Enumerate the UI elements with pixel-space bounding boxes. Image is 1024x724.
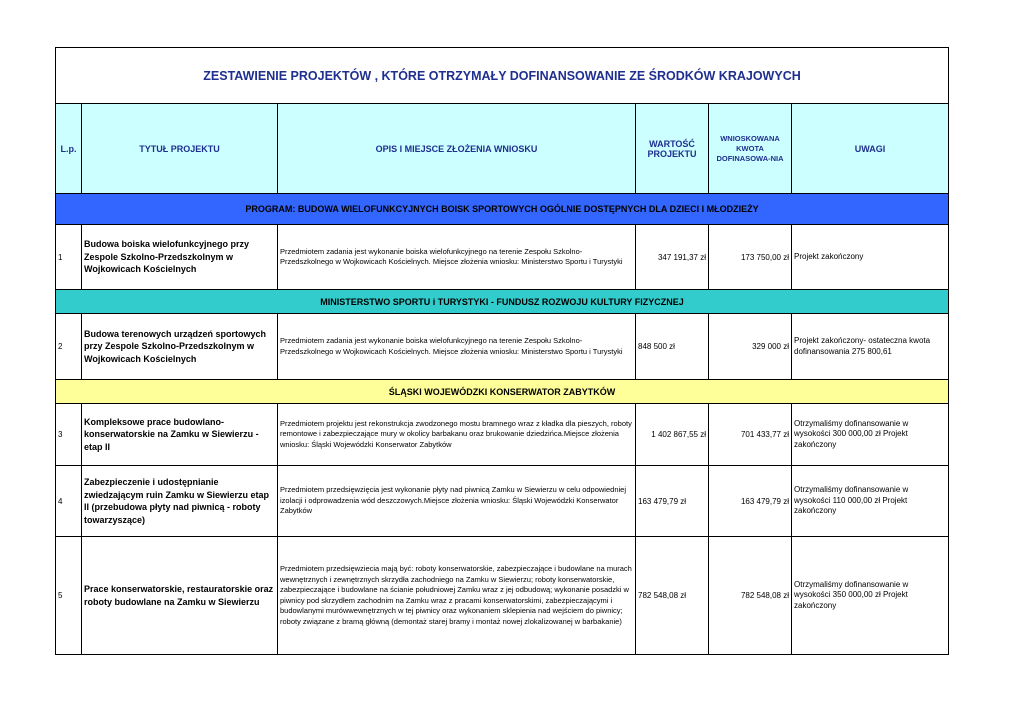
- row-requested: 329 000 zł: [709, 314, 792, 380]
- header-row: [56, 104, 949, 194]
- header-value: WARTOŚĆ PROJEKTU: [636, 104, 709, 194]
- row-requested: 163 479,79 zł: [709, 466, 792, 537]
- row-notes: Projekt zakończony: [792, 225, 949, 290]
- row-description: Przedmiotem zadania jest wykonanie boiska wielofunkcyjnego na terenie Zespołu Szkolno-Przedszkolnego w Wojkowicach Kościelnych. Miejsce złożenia wniosku: Ministerstwo Sportu i Turystyki: [278, 225, 636, 290]
- row-title: Kompleksowe prace budowlano-konserwatorskie na Zamku w Siewierzu - etap II: [82, 404, 278, 466]
- header-title: TYTUŁ PROJEKTU: [82, 104, 278, 194]
- title-row: [56, 48, 949, 104]
- row-notes: Projekt zakończony- ostateczna kwota dofinansowania 275 800,61: [792, 314, 949, 380]
- row-requested: 701 433,77 zł: [709, 404, 792, 466]
- row-lp: 1: [56, 225, 82, 290]
- row-lp: 3: [56, 404, 82, 466]
- row-description: Przedmiotem przedsięwzięcia jest wykonanie płyty nad piwnicą Zamku w Siewierzu w celu odpowiedniej izolacji i odprowadzenia wód deszczowych.Miejsce złożenia wniosku: Śląski Wojewódzki Konserwator Zabytków: [278, 466, 636, 537]
- row-requested: 173 750,00 zł: [709, 225, 792, 290]
- row-title: Budowa boiska wielofunkcyjnego przy Zespole Szkolno-Przedszkolnym w Wojkowicach Kościelnych: [82, 225, 278, 290]
- row-description: Przedmiotem projektu jest rekonstrukcja zwodzonego mostu bramnego wraz z kładka dla pieszych, roboty remontowe i zabezpieczające mury w okolicy barbakanu oraz brukowanie dziedzińca.Miejsce złożenia wniosku: Śląski Wojewódzki Konserwator Zabytków: [278, 404, 636, 466]
- row-value: 1 402 867,55 zł: [636, 404, 709, 466]
- row-notes: Otrzymaliśmy dofinansowanie w wysokości 110 000,00 zł Projekt zakończony: [792, 466, 949, 537]
- table-row: [56, 314, 949, 380]
- section-ministry: MINISTERSTWO SPORTU i TURYSTYKI - FUNDUSZ ROZWOJU KULTURY FIZYCZNEJ: [56, 290, 949, 314]
- row-title: Prace konserwatorskie, restauratorskie oraz roboty budowlane na Zamku w Siewierzu: [82, 537, 278, 655]
- header-lp: L.p.: [56, 104, 82, 194]
- header-notes: UWAGI: [792, 104, 949, 194]
- row-value: 163 479,79 zł: [636, 466, 709, 537]
- row-title: Zabezpieczenie i udostępnianie zwiedzającym ruin Zamku w Siewierzu etap II (przebudowa płyty nad piwnicą - roboty towarzyszące): [82, 466, 278, 537]
- row-description: Przedmiotem przedsięwziecia mają być: roboty konserwatorskie, zabezpieczające i budowlane na murach wewnętrznych i zewnętrznych skrzydła zachodniego na Zamku w Siewierzu; roboty konserwatorskie, zabezpieczające i budowlane na ścianie południowej Zamku wraz z jej odbudową; wykonanie posadzki w piwnicy pod skrzydłem zachodnim na Zamku wraz z pracami konserwatorskimi, zabezpieczającymi i budowlanymi murówwewnętrznych w tej piwnicy oraz wykonaniem sklepienia nad wejściem do piwnicy; roboty związane z bramą główną (demontaż starej bramy i montaż nowej zlokalizowanej w barbakanie): [278, 537, 636, 655]
- section-row-program: [56, 194, 949, 225]
- row-value: 782 548,08 zł: [636, 537, 709, 655]
- row-requested: 782 548,08 zł: [709, 537, 792, 655]
- row-notes: Otrzymaliśmy dofinansowanie w wysokości 350 000,00 zł Projekt zakończony: [792, 537, 949, 655]
- row-title: Budowa terenowych urządzeń sportowych przy Zespole Szkolno-Przedszkolnym w Wojkowicach Kościelnych: [82, 314, 278, 380]
- row-value: 347 191,37 zł: [636, 225, 709, 290]
- table-row: [56, 225, 949, 290]
- table-row: [56, 537, 949, 655]
- row-lp: 5: [56, 537, 82, 655]
- table-row: [56, 404, 949, 466]
- row-value: 848 500 zł: [636, 314, 709, 380]
- row-notes: Otrzymaliśmy dofinansowanie w wysokości 300 000,00 zł Projekt zakończony: [792, 404, 949, 466]
- section-program: PROGRAM: BUDOWA WIELOFUNKCYJNYCH BOISK SPORTOWYCH OGÓLNIE DOSTĘPNYCH DLA DZIECI I MŁODZIEŻY: [56, 194, 949, 225]
- projects-table: [55, 47, 949, 655]
- page-title: ZESTAWIENIE PROJEKTÓW , KTÓRE OTRZYMAŁY DOFINANSOWANIE ZE ŚRODKÓW KRAJOWYCH: [56, 48, 949, 104]
- row-lp: 2: [56, 314, 82, 380]
- section-row-conservator: [56, 380, 949, 404]
- header-requested: WNIOSKOWANA KWOTA DOFINASOWA-NIA: [709, 104, 792, 194]
- row-lp: 4: [56, 466, 82, 537]
- table-row: [56, 466, 949, 537]
- section-conservator: ŚLĄSKI WOJEWÓDZKI KONSERWATOR ZABYTKÓW: [56, 380, 949, 404]
- section-row-ministry: [56, 290, 949, 314]
- row-description: Przedmiotem zadania jest wykonanie boiska wielofunkcyjnego na terenie Zespołu Szkolno-Przedszkolnego w Wojkowicach Kościelnych. Miejsce złożenia wniosku: Ministerstwo Sportu i Turystyki: [278, 314, 636, 380]
- header-description: OPIS I MIEJSCE ZŁOŻENIA WNIOSKU: [278, 104, 636, 194]
